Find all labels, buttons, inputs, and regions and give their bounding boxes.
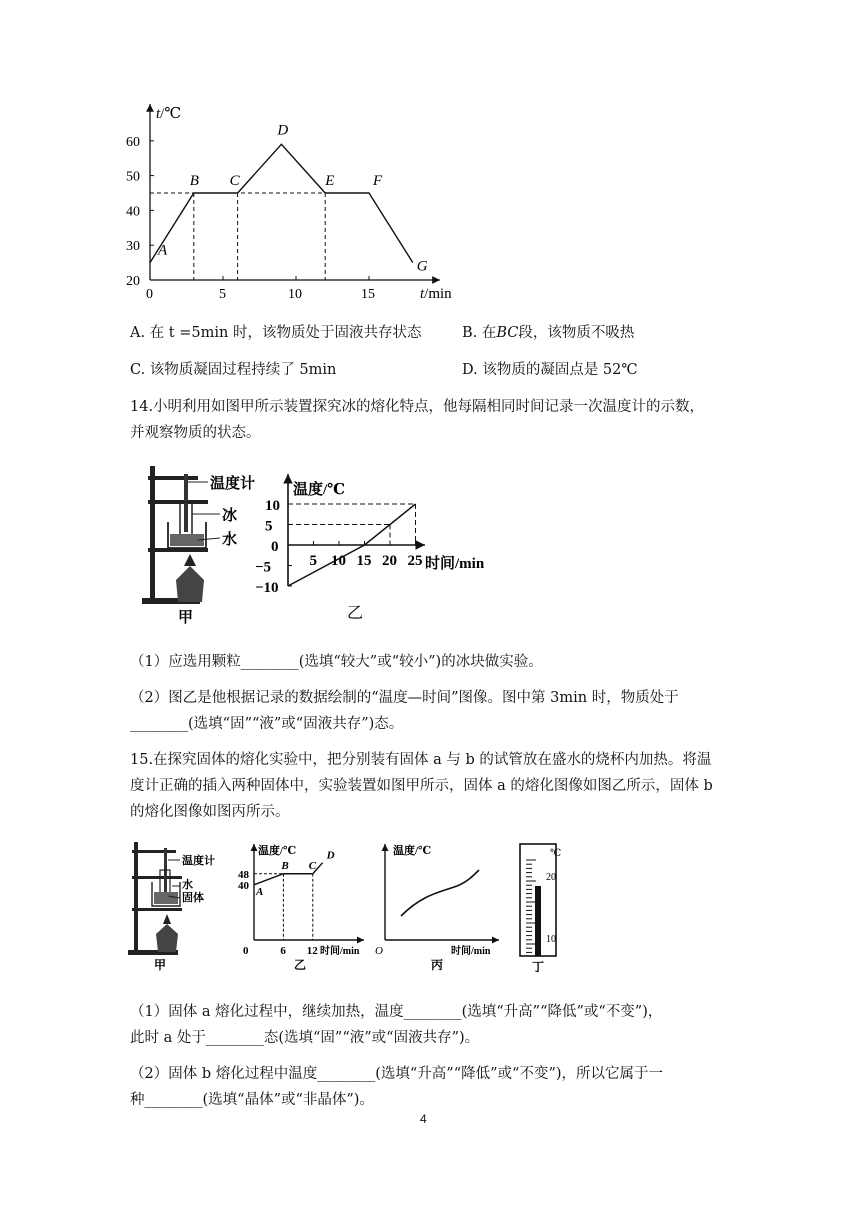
- q13-data-line: [150, 144, 413, 262]
- q13-temperature-time-graph: [118, 98, 468, 308]
- q15-sub1-line2: 此时 a 处于________态(选填“固”“液”或“固液共存”)。: [130, 1030, 480, 1046]
- q15-bing-origin-label: O: [375, 945, 383, 957]
- q14-x-tick-label: 15: [356, 553, 372, 569]
- q15-bing-x-axis-label: 时间/min: [451, 946, 491, 957]
- q15-bing-data-curve: [401, 870, 479, 916]
- q13-option-b: B. 在BC段，该物质不吸热: [462, 325, 635, 341]
- q15-yi-point-label: B: [281, 859, 289, 872]
- q13-point-label: C: [229, 173, 240, 189]
- q15-ding-scale-20: 20: [546, 872, 556, 883]
- q14-stem-line2: 并观察物质的状态。: [130, 425, 261, 441]
- q15-yi-point-label: A: [256, 885, 264, 898]
- q13-point-label: E: [325, 173, 335, 189]
- q15-yi-x-tick-label: 6: [280, 945, 286, 957]
- q13-y-tick-label: 20: [126, 274, 140, 289]
- q14-y-tick-label: 5: [265, 518, 273, 535]
- q15-ding-unit: ℃: [550, 848, 562, 859]
- q14-ice-label: 冰: [222, 508, 238, 524]
- q14-x-axis-label: 时间/min: [425, 556, 485, 572]
- q15-stem-line3: 的熔化图像如图丙所示。: [130, 804, 290, 820]
- q14-figure-yi-caption: 乙: [347, 605, 364, 622]
- q15-yi-y-tick-label: 48: [238, 868, 249, 881]
- q15-apparatus-figure: [128, 838, 236, 973]
- q14-figure-jia-caption: 甲: [178, 610, 194, 626]
- q13-y-tick-label: 30: [126, 239, 140, 255]
- q14-y-tick-label: 0: [271, 539, 279, 555]
- q13-option-d: D. 该物质的凝固点是 52℃: [462, 362, 638, 378]
- q14-x-tick-label: 10: [331, 553, 346, 569]
- q13-y-axis-label: t/℃: [156, 106, 182, 122]
- q13-point-label: F: [373, 173, 383, 189]
- q13-option-a: A. 在 t =5min 时，该物质处于固液共存状态: [130, 325, 422, 341]
- q13-y-tick-label: 60: [126, 134, 140, 150]
- q15-yi-y-axis-label: 温度/℃: [258, 845, 297, 857]
- q13-y-tick-label: 40: [126, 204, 140, 220]
- q14-y-tick-label: −5: [255, 559, 272, 576]
- q13-x-tick-label: 5: [219, 287, 226, 302]
- q14-sub1: （1）应选用颗粒________(选填“较大”或“较小”)的冰块做实验。: [130, 654, 543, 670]
- q15-yi-y-tick-label: 40: [238, 879, 249, 892]
- q14-stem-line1: 14.小明利用如图甲所示装置探究冰的熔化特点，他每隔相同时间记录一次温度计的示数，: [130, 399, 705, 415]
- q15-figure-jia-caption: 甲: [154, 958, 167, 972]
- q13-x-tick-label: 10: [288, 287, 302, 302]
- q15-thermometer-ding: [512, 840, 574, 975]
- q14-x-tick-label: 20: [382, 553, 397, 569]
- q13-point-label: A: [158, 242, 168, 259]
- q15-figure-bing-caption: 丙: [431, 958, 444, 972]
- q15-figure-yi-caption: 乙: [294, 958, 307, 972]
- q15-thermometer-label: 温度计: [182, 855, 215, 867]
- q14-apparatus-figure: [140, 462, 270, 627]
- q13-x-axis-label: t/min: [420, 286, 452, 302]
- q15-bing-y-axis-label: 温度/℃: [393, 845, 432, 857]
- q13-point-label: B: [189, 173, 199, 189]
- q14-x-tick-label: 25: [407, 553, 423, 569]
- q14-sub2-line2: ________(选填“固”“液”或“固液共存”)态。: [130, 716, 404, 732]
- q15-yi-point-label: D: [326, 849, 335, 862]
- q15-yi-x-axis-label: 时间/min: [320, 946, 360, 957]
- q15-figure-ding-caption: 丁: [532, 960, 545, 974]
- q14-thermometer-label: 温度计: [210, 476, 256, 492]
- q13-option-c: C. 该物质凝固过程持续了 5min: [130, 362, 337, 378]
- page-number: 4: [420, 1112, 427, 1126]
- q13-point-label: D: [277, 122, 289, 139]
- q14-sub2-line1: （2）图乙是他根据记录的数据绘制的“温度—时间”图像。图中第 3min 时，物质处于: [130, 690, 679, 706]
- q15-graph-bing: [375, 838, 505, 973]
- q14-water-label: 水: [222, 532, 238, 548]
- q13-x-tick-label: 15: [361, 287, 375, 302]
- q15-stem-line1: 15.在探究固体的熔化实验中，把分别装有固体 a 与 b 的试管放在盛水的烧杯内加热。将温: [130, 752, 712, 768]
- q15-yi-point-label: C: [308, 859, 317, 872]
- q14-y-tick-label: −10: [255, 580, 279, 596]
- q15-sub2-line1: （2）固体 b 熔化过程中温度________(选填“升高”“降低”或“不变”)，所以它属于一: [130, 1066, 664, 1082]
- q13-y-tick-label: 50: [126, 169, 140, 185]
- q15-solid-label: 固体: [182, 892, 204, 904]
- q15-yi-x-tick-label: 0: [243, 945, 249, 957]
- q15-graph-yi: [232, 838, 372, 973]
- q14-temperature-graph: [255, 466, 505, 626]
- q15-water-label: 水: [182, 879, 193, 891]
- q15-sub1-line1: （1）固体 a 熔化过程中，继续加热，温度________(选填“升高”“降低”或“不变”)，: [130, 1004, 663, 1020]
- q15-stem-line2: 度计正确的插入两种固体中，实验装置如图甲所示，固体 a 的熔化图像如图乙所示，固体 b: [130, 778, 713, 794]
- q15-ding-scale-10: 10: [546, 934, 556, 945]
- q14-y-axis-label: 温度/℃: [293, 482, 346, 498]
- q13-origin-label: 0: [146, 287, 153, 302]
- q14-x-tick-label: 5: [309, 553, 317, 569]
- q14-y-tick-label: 10: [265, 498, 280, 514]
- q13-point-label: G: [416, 258, 428, 275]
- q15-yi-x-tick-label: 12: [306, 945, 318, 957]
- q15-sub2-line2: 种________(选填“晶体”或“非晶体”)。: [130, 1092, 374, 1108]
